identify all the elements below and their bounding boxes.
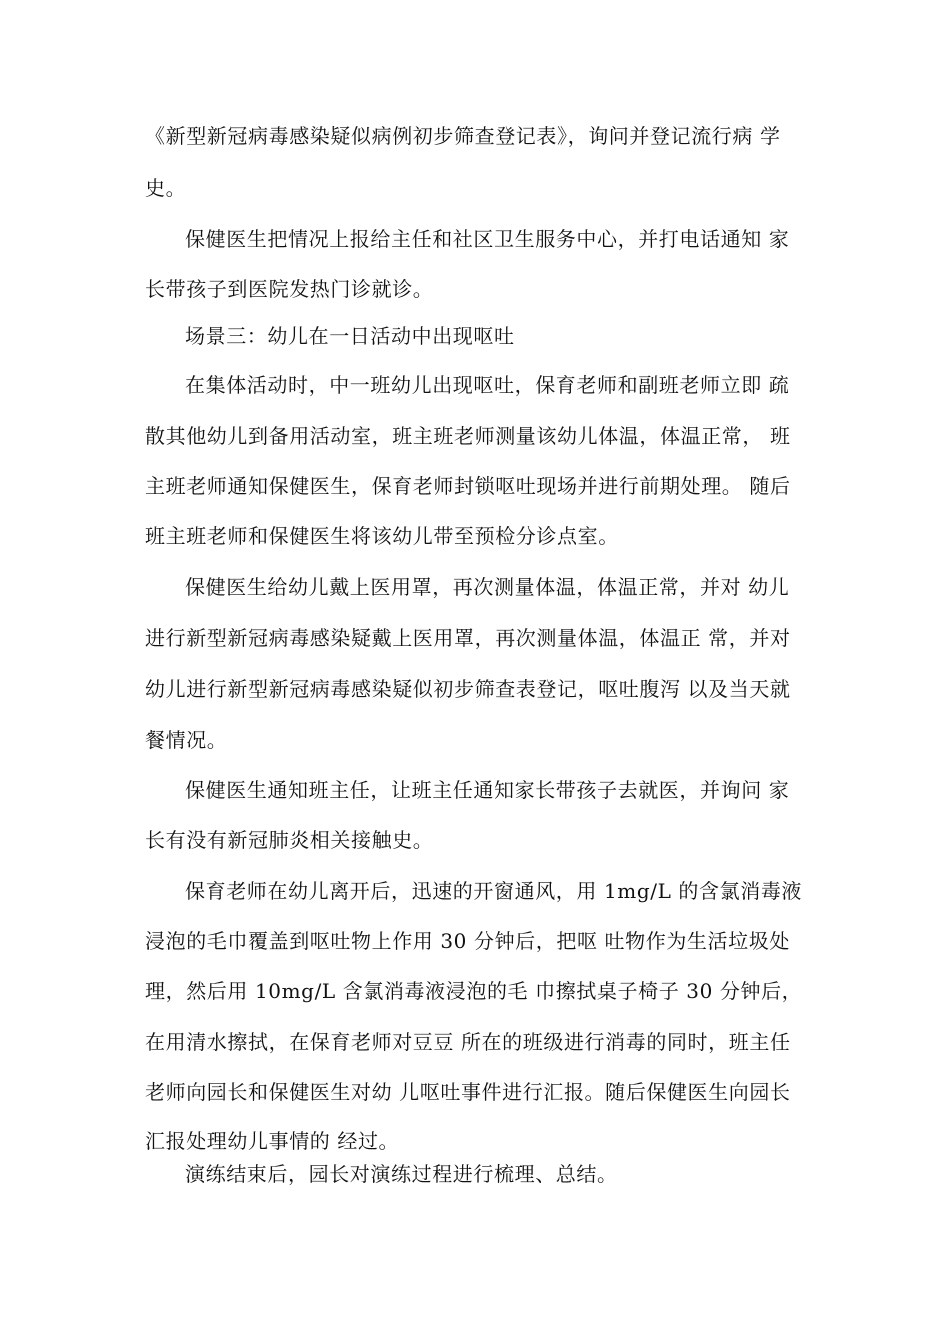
text-line: 班主班老师和保健医生将该幼儿带至预检分诊点室。 [145, 524, 619, 548]
text-line: 散其他幼儿到备用活动室，班主班老师测量该幼儿体温，体温正常， 班 [145, 424, 791, 448]
text-line: 在用清水擦拭，在保育老师对豆豆 所在的班级进行消毒的同时，班主任 [145, 1030, 791, 1054]
text-line: 长有没有新冠肺炎相关接触史。 [145, 828, 434, 852]
text-line: 老师向园长和保健医生对幼 儿呕吐事件进行汇报。随后保健医生向园长 [145, 1080, 791, 1104]
text-line: 长带孩子到医院发热门诊就诊。 [145, 277, 434, 301]
text-line: 幼儿进行新型新冠病毒感染疑似初步筛查表登记，呕吐腹泻 以及当天就 [145, 677, 791, 701]
text-line: 进行新型新冠病毒感染疑戴上医用罩，再次测量体温，体温正 常，并对 [145, 626, 791, 650]
section-heading: 场景三：幼儿在一日活动中出现呕吐 [185, 324, 515, 348]
text-line: 演练结束后，园长对演练过程进行梳理、总结。 [185, 1162, 618, 1186]
text-line: 保健医生把情况上报给主任和社区卫生服务中心，并打电话通知 家 [185, 227, 790, 251]
text-line: 保健医生通知班主任，让班主任通知家长带孩子去就医，并询问 家 [185, 778, 790, 802]
text-line: 保育老师在幼儿离开后，迅速的开窗通风，用 1mg/L 的含氯消毒液 [185, 879, 803, 903]
text-line: 《新型新冠病毒感染疑似病例初步筛查登记表》，询问并登记流行病 学 [145, 124, 781, 148]
text-line: 保健医生给幼儿戴上医用罩，再次测量体温，体温正常，并对 幼儿 [185, 575, 790, 599]
text-line: 主班老师通知保健医生，保育老师封锁呕吐现场并进行前期处理。 随后 [145, 474, 791, 498]
text-line: 史。 [145, 176, 187, 200]
text-line: 理，然后用 10mg/L 含氯消毒液浸泡的毛 巾擦拭桌子椅子 30 分钟后， [145, 979, 803, 1003]
text-line: 汇报处理幼儿事情的 经过。 [145, 1129, 400, 1153]
text-line: 浸泡的毛巾覆盖到呕吐物上作用 30 分钟后，把呕 吐物作为生活垃圾处 [145, 929, 790, 953]
text-line: 餐情况。 [145, 728, 228, 752]
text-line: 在集体活动时，中一班幼儿出现呕吐，保育老师和副班老师立即 疏 [185, 373, 790, 397]
